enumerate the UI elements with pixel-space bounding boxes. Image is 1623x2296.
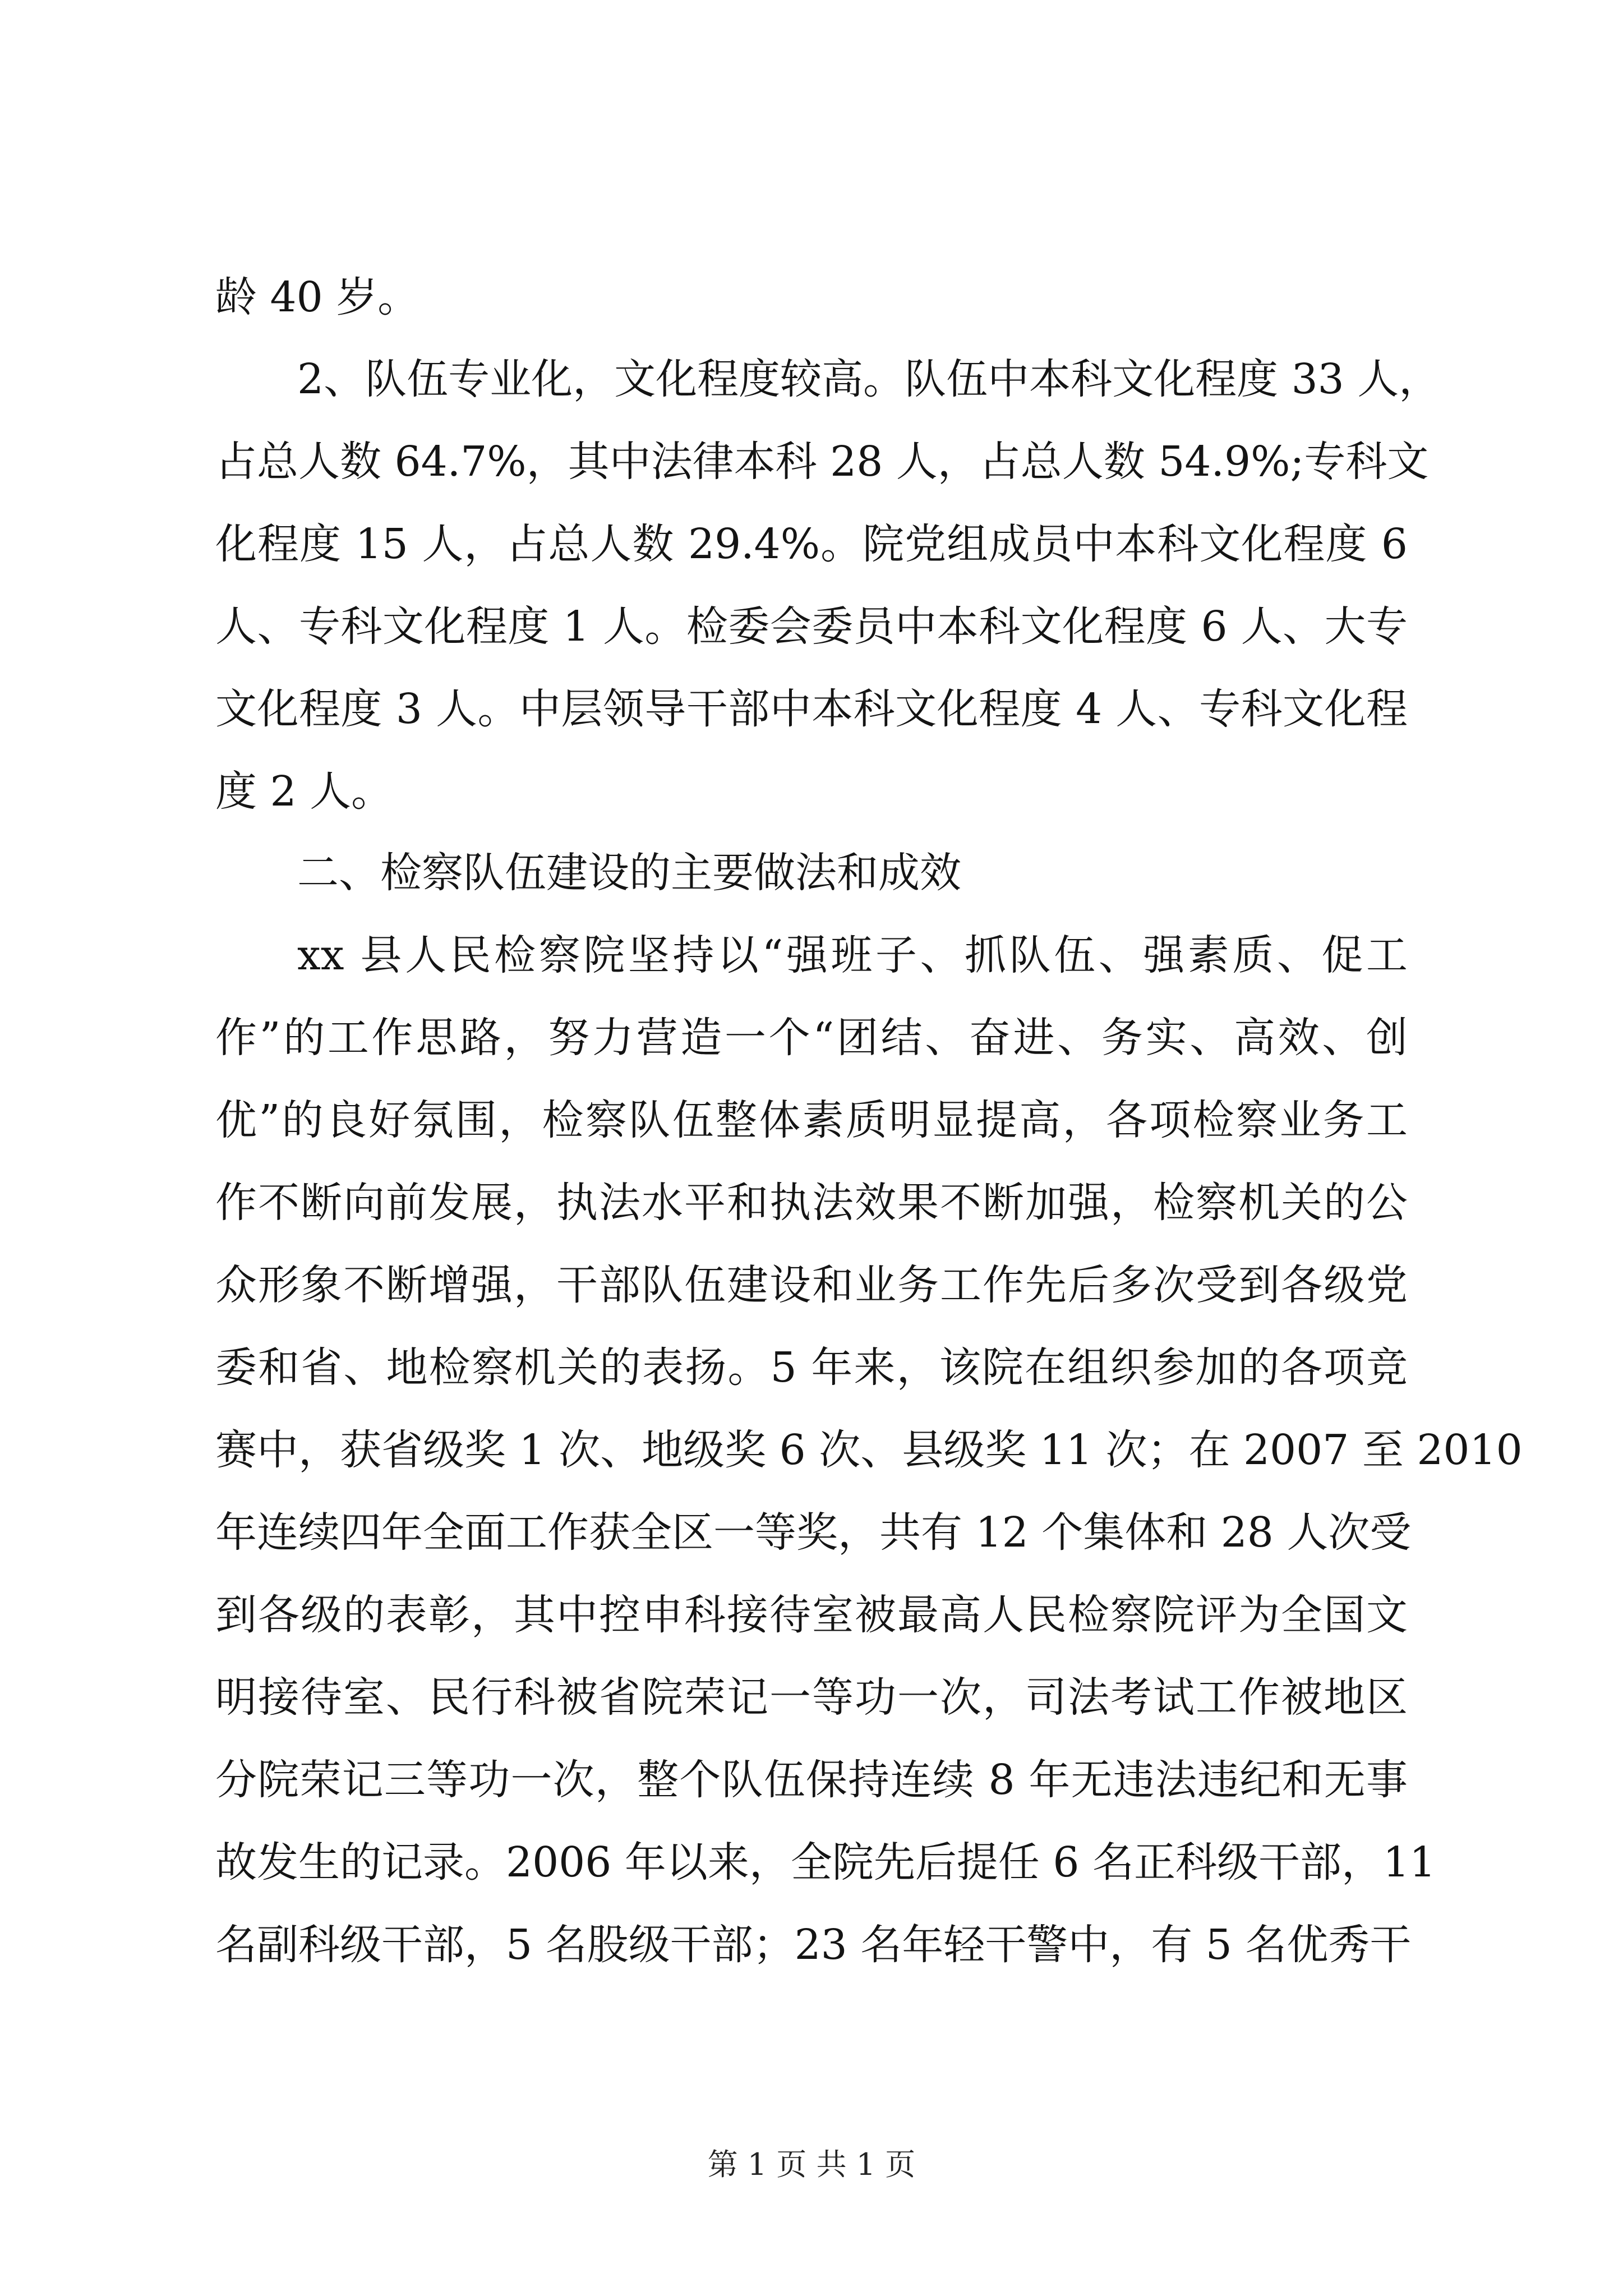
text-line-17: 到各级的表彰，其中控申科接待室被最高人民检察院评为全国文 [215,1591,1408,1639]
text-line-16: 年连续四年全面工作获全区一等奖，共有 12 个集体和 28 人次受 [215,1508,1412,1557]
text-line-2: 2、队伍专业化，文化程度较高。队伍中本科文化程度 33 人， [297,355,1441,403]
text-line-15: 赛中，获省级奖 1 次、地级奖 6 次、县级奖 11 次；在 2007 至 2010 [215,1426,1523,1474]
text-line-12: 作不断向前发展，执法水平和执法效果不断加强，检察机关的公 [215,1179,1408,1227]
section-heading: 二、检察队伍建设的主要做法和成效 [297,849,961,897]
text-line-4: 化程度 15 人，占总人数 29.4%。院党组成员中本科文化程度 6 [215,520,1408,568]
text-line-13: 众形象不断增强，干部队伍建设和业务工作先后多次受到各级党 [215,1261,1408,1309]
text-line-10: 作”的工作思路，努力营造一个“团结、奋进、务实、高效、创 [215,1014,1408,1062]
text-line-1: 龄 40 岁。 [215,273,419,321]
text-line-9: xx 县人民检察院坚持以“强班子、抓队伍、强素质、促工 [297,931,1408,979]
text-line-19: 分院荣记三等功一次，整个队伍保持连续 8 年无违法违纪和无事 [215,1756,1408,1804]
text-line-5: 人、专科文化程度 1 人。检委会委员中本科文化程度 6 人、大专 [215,602,1408,651]
text-line-6: 文化程度 3 人。中层领导干部中本科文化程度 4 人、专科文化程 [215,685,1408,733]
text-line-20: 故发生的记录。2006 年以来，全院先后提任 6 名正科级干部，11 [215,1838,1436,1887]
text-line-7: 度 2 人。 [215,767,393,816]
text-line-11: 优”的良好氛围，检察队伍整体素质明显提高，各项检察业务工 [215,1096,1408,1144]
page-footer: 第 1 页 共 1 页 [707,2147,916,2182]
text-line-18: 明接待室、民行科被省院荣记一等功一次，司法考试工作被地区 [215,1673,1408,1722]
text-line-21: 名副科级干部，5 名股级干部；23 名年轻干警中，有 5 名优秀干 [215,1921,1412,1969]
text-line-14: 委和省、地检察机关的表扬。5 年来，该院在组织参加的各项竞 [215,1343,1408,1392]
text-line-3: 占总人数 64.7%，其中法律本科 28 人，占总人数 54.9%;专科文 [215,438,1429,486]
